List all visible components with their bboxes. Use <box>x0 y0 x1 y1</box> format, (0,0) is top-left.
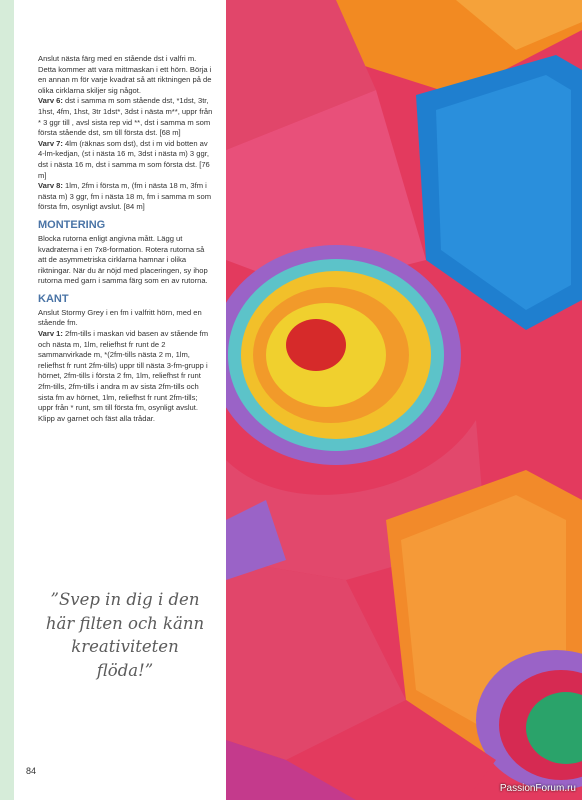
pull-quote: ”Svep in dig i den här filten och känn kreativiteten flöda!” <box>45 590 205 680</box>
round-label: Varv 7: <box>38 138 63 148</box>
crochet-blanket-photo <box>226 0 582 800</box>
pattern-text-column <box>38 54 214 424</box>
page-number: 84 <box>26 766 37 776</box>
round-label: Varv 1: <box>38 329 63 339</box>
round-text: 4lm (räknas som dst), dst i m vid botten av 4-lm-kedjan, (st i nästa 16 m, 3dst i nästa m) 3 ggr, dst i nästa 16 m, dst i samma m som första dst. [76 m] <box>38 138 210 180</box>
kant-intro: Anslut Stormy Grey i en fm i valfritt hörn, med en stående fm. <box>38 307 202 328</box>
round-text: 2fm-tills i maskan vid basen av stående fm och nästa m, 1lm, reliefhst fr runt de 2 sammanvirkade m, *(2fm-tills nästa 2 m, 1lm, reliefhst fr runt 2fm-tills) uppr till nästa 3-fm-grupp i hörnet, 2fm-tills i första 2 fm, 1lm, reliefhst fr runt 2fm-tills, 2fm-tills i andra m av sista 2fm-tills och sista fm av hörnet, 1lm, reliefhst fr runt 2fm-tills; uppr från * runt, sm till första fm, osynligt avslut. Klipp av garnet och fäst alla trådar. <box>38 329 209 423</box>
kant-heading: KANT <box>38 292 69 305</box>
montering-heading: MONTERING <box>38 218 106 231</box>
round-6 <box>38 96 214 138</box>
side-color-strip <box>0 0 14 800</box>
intro-paragraph: Anslut nästa färg med en stående dst i valfri m. Detta kommer att vara mittmaskan i ett hörn. Börja i en annan m för varje kvadrat så att riktningen på de olika cirklarna skiljer sig något. <box>38 54 212 95</box>
round-text: dst i samma m som stående dst, *1dst, 3tr, 1hst, 4fm, 1hst, 3tr 1dst*, 3dst i nästa m**, uppr från * 3 ggr till , avsl sista rep vid **, dst i samma m som första stående dst, sm till första dst. [68 m] <box>38 96 213 138</box>
watermark: PassionForum.ru <box>499 783 576 794</box>
round-label: Varv 6: <box>38 96 63 106</box>
round-7 <box>38 139 214 181</box>
montering-text: Blocka rutorna enligt angivna mått. Lägg ut kvadraterna i en 7x8-formation. Rotera rutorna så att de asymmetriska cirklarna hamnar i olika riktningar. När du är nöjd med placeringen, sy ihop rutorna med garn i samma färg som en av rutorna. <box>38 233 208 286</box>
round-text: 1lm, 2fm i första m, (fm i nästa 18 m, 3fm i nästa m) 3 ggr, fm i nästa 18 m, fm i samma m som första fm, osynligt avslut. [84 m] <box>38 181 212 212</box>
round-label: Varv 8: <box>38 181 63 191</box>
round-8 <box>38 181 214 213</box>
kant-round-1 <box>38 329 214 424</box>
